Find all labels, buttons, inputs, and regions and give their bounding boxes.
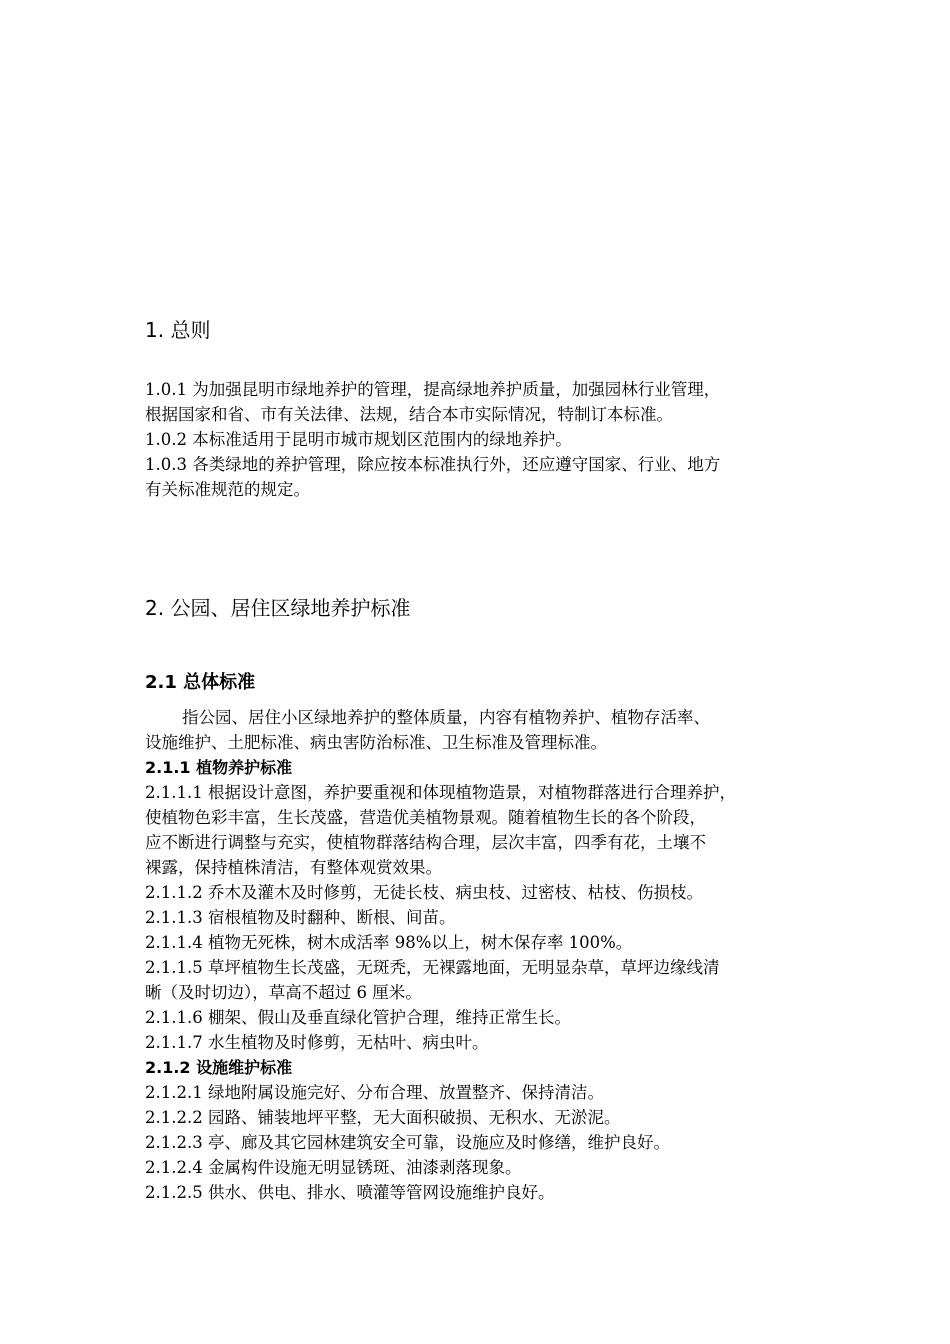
plant-care-line: 2.1.1.7 水生植物及时修剪，无枯叶、病虫叶。: [145, 1033, 489, 1052]
section-2-1-body: [145, 705, 815, 1205]
plant-care-line: 使植物色彩丰富，生长茂盛，营造优美植物景观。随着植物生长的各个阶段，: [145, 808, 706, 827]
paragraph-line: 1.0.2 本标准适用于昆明市城市规划区范围内的绿地养护。: [145, 430, 572, 449]
facility-maintenance-heading: 2.1.2 设施维护标准: [145, 1058, 293, 1077]
plant-care-line: 2.1.1.6 棚架、假山及垂直绿化管护合理，维持正常生长。: [145, 1008, 571, 1027]
section-2-title: 2. 公园、居住区绿地养护标准: [145, 596, 411, 620]
plant-care-line: 2.1.1.1 根据设计意图，养护要重视和体现植物造景，对植物群落进行合理养护，: [145, 783, 736, 802]
section-1-title: 1. 总则: [145, 318, 211, 342]
plant-care-heading: 2.1.1 植物养护标准: [145, 758, 293, 777]
paragraph-line: 有关标准规范的规定。: [145, 480, 310, 499]
paragraph-line: 根据国家和省、市有关法律、法规，结合本市实际情况，特制订本标准。: [145, 405, 673, 424]
section-1-body: [145, 377, 815, 502]
plant-care-line: 2.1.1.2 乔木及灌木及时修剪，无徒长枝、病虫枝、过密枝、枯枝、伤损枝。: [145, 883, 703, 902]
section-2-1-title: 2.1 总体标准: [145, 672, 256, 693]
facility-line: 2.1.2.1 绿地附属设施完好、分布合理、放置整齐、保持清洁。: [145, 1083, 604, 1102]
plant-care-line: 2.1.1.5 草坪植物生长茂盛，无斑秃，无裸露地面，无明显杂草，草坪边缘线清: [145, 958, 720, 977]
plant-care-line: 应不断进行调整与充实，使植物群落结构合理，层次丰富，四季有花，土壤不: [145, 833, 706, 852]
facility-line: 2.1.2.5 供水、供电、排水、喷灌等管网设施维护良好。: [145, 1183, 555, 1202]
plant-care-line: 2.1.1.3 宿根植物及时翻种、断根、间苗。: [145, 908, 456, 927]
paragraph-line: 1.0.3 各类绿地的养护管理，除应按本标准执行外，还应遵守国家、行业、地方: [145, 455, 721, 474]
intro-line: 指公园、居住小区绿地养护的整体质量，内容有植物养护、植物存活率、: [182, 708, 710, 727]
facility-line: 2.1.2.2 园路、铺装地坪平整，无大面积破损、无积水、无淤泥。: [145, 1108, 621, 1127]
plant-care-line: 晰（及时切边），草高不超过 6 厘米。: [145, 983, 422, 1002]
plant-care-line: 裸露，保持植株清洁，有整体观赏效果。: [145, 858, 442, 877]
intro-line: 设施维护、土肥标准、病虫害防治标准、卫生标准及管理标准。: [145, 733, 607, 752]
plant-care-line: 2.1.1.4 植物无死株，树木成活率 98%以上，树木保存率 100%。: [145, 933, 633, 952]
facility-line: 2.1.2.4 金属构件设施无明显锈斑、油漆剥落现象。: [145, 1158, 522, 1177]
facility-line: 2.1.2.3 亭、廊及其它园林建筑安全可靠，设施应及时修缮，维护良好。: [145, 1133, 670, 1152]
paragraph-line: 1.0.1 为加强昆明市绿地养护的管理，提高绿地养护质量，加强园林行业管理，: [145, 380, 721, 399]
